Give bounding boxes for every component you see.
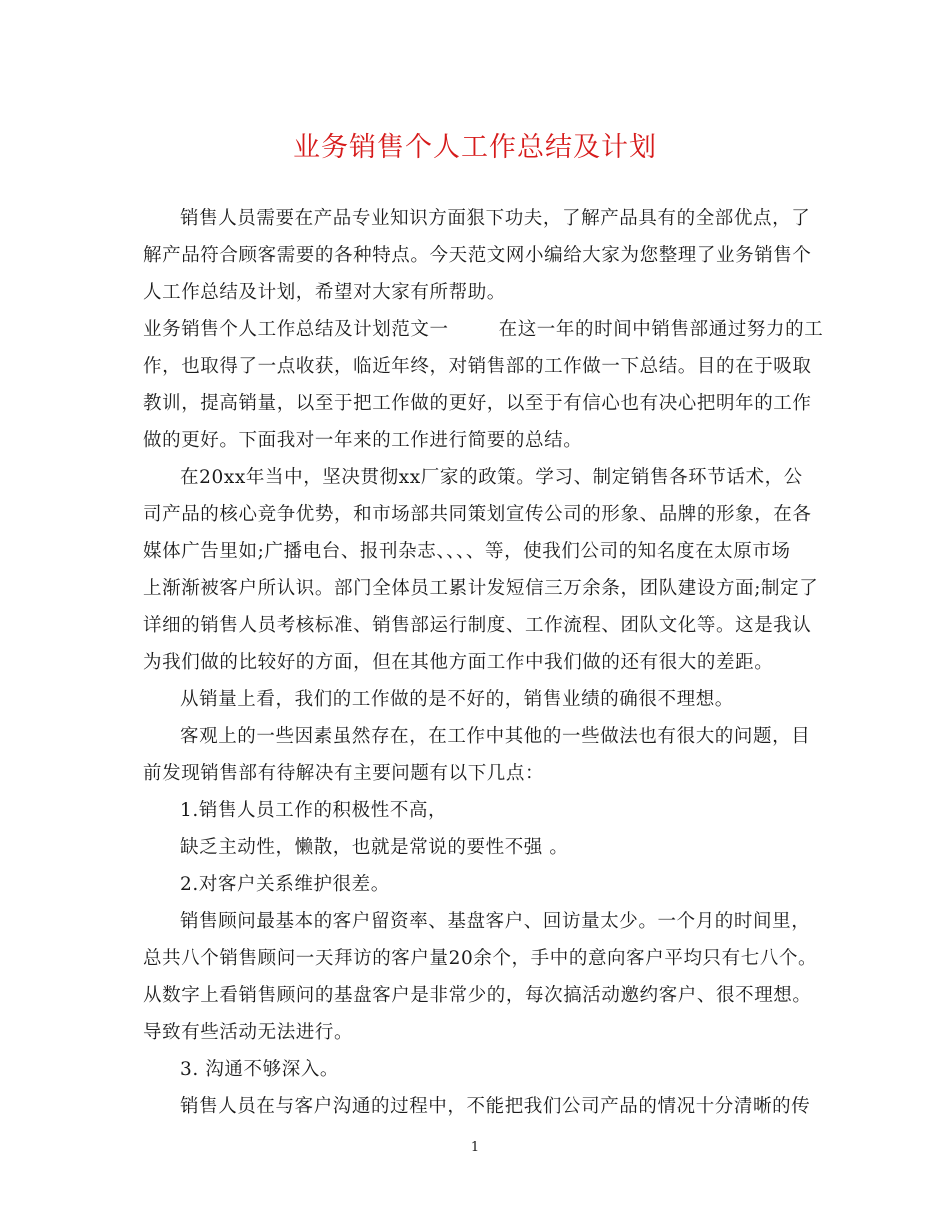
text-line: 客观上的一些因素虽然存在，在工作中其他的一些做法也有很大的问题，目 <box>180 726 811 747</box>
text-line: 销售人员需要在产品专业知识方面狠下功夫，了解产品具有的全部优点，了 <box>180 208 811 229</box>
text-line: 详细的销售人员考核标准、销售部运行制度、工作流程、团队文化等。这是我认 <box>143 615 812 636</box>
section-heading: 业务销售个人工作总结及计划范文一 <box>143 319 449 340</box>
text-line: 销售顾问最基本的客户留资率、基盘客户、回访量太少。一个月的时间里， <box>180 911 811 932</box>
text-line: 在20xx年当中，坚决贯彻xx厂家的政策。学习、制定销售各环节话术，公 <box>180 467 803 488</box>
document-title: 业务销售个人工作总结及计划 <box>293 132 657 163</box>
text-line: 司产品的核心竞争优势，和市场部共同策划宣传公司的形象、品牌的形象，在各 <box>143 504 812 525</box>
text-line: 做的更好。下面我对一年来的工作进行简要的总结。 <box>143 430 583 451</box>
text-line: 销售人员在与客户沟通的过程中，不能把我们公司产品的情况十分清晰的传 <box>180 1096 811 1117</box>
text-segment: 在这一年的时间中销售部通过努力的工 <box>498 319 824 340</box>
text-line: 人工作总结及计划，希望对大家有所帮助。 <box>143 282 506 303</box>
text-line: 从数字上看销售顾问的基盘客户是非常少的，每次搞活动邀约客户、很不理想。 <box>143 985 812 1006</box>
text-line: 媒体广告里如;广播电台、报刊杂志、、、、等，使我们公司的知名度在太原市场 <box>143 541 791 562</box>
text-line: 解产品符合顾客需要的各种特点。今天范文网小编给大家为您整理了业务销售个 <box>143 245 812 266</box>
text-line: 总共八个销售顾问一天拜访的客户量20余个，手中的意向客户平均只有七八个。 <box>143 948 818 969</box>
text-line: 2.对客户关系维护很差。 <box>180 874 390 895</box>
text-line: 3. 沟通不够深入。 <box>180 1059 340 1080</box>
text-line: 缺乏主动性，懒散，也就是常说的要性不强 。 <box>180 837 569 858</box>
text-line: 为我们做的比较好的方面，但在其他方面工作中我们做的还有很大的差距。 <box>143 652 774 673</box>
text-line: 作，也取得了一点收获，临近年终，对销售部的工作做一下总结。目的在于吸取 <box>143 356 812 377</box>
text-line: 教训，提高销量，以至于把工作做的更好，以至于有信心也有决心把明年的工作 <box>143 393 812 414</box>
text-line: 1.销售人员工作的积极性不高， <box>180 800 448 821</box>
text-line: 导致有些活动无法进行。 <box>143 1022 354 1043</box>
text-line: 上渐渐被客户所认识。部门全体员工累计发短信三万余条，团队建设方面;制定了 <box>143 578 819 599</box>
text-line <box>143 317 823 343</box>
text-line: 前发现销售部有待解决有主要问题有以下几点： <box>143 763 545 784</box>
page-number: 1 <box>470 1140 480 1155</box>
text-line: 从销量上看，我们的工作做的是不好的，销售业绩的确很不理想。 <box>180 689 734 710</box>
